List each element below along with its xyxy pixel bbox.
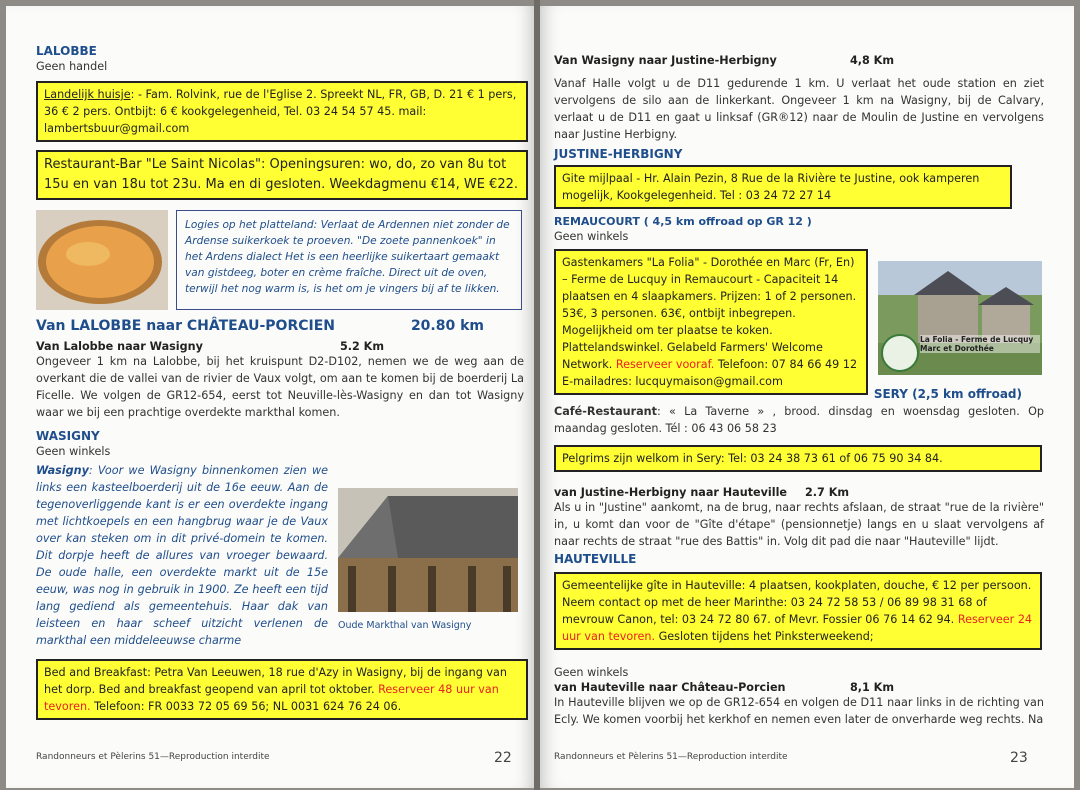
route-distance: 20.80 km bbox=[410, 318, 484, 334]
huisje-label: Landelijk huisje bbox=[44, 88, 131, 101]
box-gite-mijlpaal bbox=[554, 165, 1012, 209]
folia-text: Gastenkamers "La Folia" - Dorothée en Marc (Fr, En) – Ferme de Lucquy in Remaucourt - Capaciteit 14 plaatsen en 4 slaapkamers. Prijzen: 1 of 2 personen. 53€, 3 personen. 63€, ontbijt inbegrepen. Mogelijkheid om ter plaatse te koken. Plattelandswinkel. Gelabeld Farmers' Welcome Network. bbox=[562, 256, 857, 371]
logies-text: Logies op het platteland: Verlaat de Ardennen niet zonder de Ardense suikerkoek te proeven. "De zoete pannenkoek" in het Ardens dialect Het is een heerlijke suikertaart gemaakt van gistdeeg, boter en crème fraîche. Direct uit de oven, terwijl het nog warm is, is het om je vingers bij af te likken. bbox=[185, 219, 510, 295]
leg4-title: van Hauteville naar Château-Porcien bbox=[554, 681, 786, 694]
leg4-distance: 8,1 Km bbox=[849, 681, 894, 694]
wasigny-text: : Voor we Wasigny binnenkomen zien we links een kasteelboerderij uit de 16e eeuw. Aan de tegenoverliggende kant is er een overdekte ingang met lichtkoepels en een hangbrug waar je de Vaux over kan steken om in dit privé-domein te komen. Dit dorpje heeft de allures van vroeger bewaard. De oude halle, een overdekte markt uit de 15e eeuw, was nog in gebruik in 1900. Ze heeft een tijd lang gediend als gemeentehuis. Haar dak van leisteen en haar scheef uitzicht verlenen de markthal een middeleeuwse charme bbox=[36, 464, 328, 647]
box-restaurant bbox=[36, 150, 528, 200]
cafe-label: Café-Restaurant bbox=[554, 405, 657, 418]
leg3-header bbox=[554, 486, 1044, 499]
leg1-distance: 5.2 Km bbox=[339, 340, 384, 353]
markthal-figure bbox=[338, 462, 518, 649]
bnb-reserve: Reserveer 48 uur van tevoren. bbox=[44, 683, 499, 713]
wasigny-description bbox=[36, 462, 328, 649]
leg3-text: Als u in "Justine" aankomt, na de brug, naar rechts afslaan, de straat "rue de la rivière" in, u komt dan voor de "Gîte d'étape" (pensionnetje) langs en u slaat vervolgens af naar rechts de straat "rue des Battis" in. Volg dit pad die naar "Hauteville" lijdt. bbox=[554, 501, 1044, 548]
leg4-text: In Hauteville blijven we op de GR12-654 en volgen de D11 naar links in de richting van Ecly. We komen voorbij het kerkhof en nemen even later de onverharde weg rechts. Na bbox=[554, 696, 1044, 726]
leg1-title: Van Lalobbe naar Wasigny bbox=[36, 340, 203, 353]
pelgrims-label: Pelgrims zijn welkom bbox=[562, 452, 680, 465]
section-jh-title: JUSTINE-HERBIGNY bbox=[554, 147, 683, 161]
wasigny-lead: Wasigny bbox=[36, 464, 89, 477]
right-page bbox=[540, 6, 1074, 788]
gemeente-text: in Hauteville: 4 plaatsen, kookplaten, douche, € 12 per persoon. Neem contact op met de heer Marinthe: 03 24 72 58 53 / 06 89 98 31 68 of mevrouw Canon, tel: 03 24 72 80 67. of Mevr. Fossier 06 76 14 62 94. bbox=[562, 579, 1032, 626]
suikerkoek-photo bbox=[36, 210, 168, 310]
hauteville-geen-winkels: Geen winkels bbox=[554, 666, 629, 679]
markthal-caption: Oude Markthal van Wasigny bbox=[338, 620, 472, 631]
leg1-text: Ongeveer 1 km na Lalobbe, bij het kruispunt D2-D102, nemen we de weg aan de overkant die de vallei van de rivier de Vaux volgt, om aan te komen bij de boerderij La Ficelle. We volgen de GR12-654, eerst tot Neuville-lès-Wasigny en dan tot Wasigny waar we bij een prachtige overdekte markthal komen. bbox=[36, 355, 524, 419]
lalobbe-sub: Geen handel bbox=[36, 60, 108, 73]
cafe-text: : « La Taverne » , brood. dinsdag en woensdag gesloten. Op maandag gesloten. Tél : 06 43 06 58 23 bbox=[554, 405, 1044, 435]
logies-row bbox=[36, 210, 524, 310]
box-bnb bbox=[36, 659, 528, 720]
leg1-header bbox=[36, 340, 524, 353]
gite-label: Gite mijlpaal bbox=[562, 172, 633, 185]
bnb-text: : Petra Van Leeuwen, 18 rue d'Azy in Wasigny, bij de ingang van het dorp. Bed and breakfast geopend van april tot oktober. bbox=[44, 666, 507, 696]
cafe-restaurant bbox=[554, 403, 1044, 437]
section-lalobbe-title: LALOBBE bbox=[36, 44, 97, 58]
left-page-number: 22 bbox=[494, 750, 512, 766]
pelgrims-text: in Sery: Tel: 03 24 38 73 61 of 06 75 90 34 84. bbox=[679, 452, 943, 465]
restaurant-text: Restaurant-Bar "Le Saint Nicolas": Openingsuren: wo, do, zo van 8u tot 15u en van 18u tot 23u. Ma en di gesloten. Weekdagmenu €14, WE €22. bbox=[44, 157, 519, 192]
box-la-folia bbox=[554, 249, 868, 395]
leg3-title: van Justine-Herbigny naar Hauteville bbox=[554, 486, 788, 499]
route-title: Van LALOBBE naar CHÂTEAU-PORCIEN bbox=[36, 318, 335, 334]
leg2-text: Vanaf Halle volgt u de D11 gedurende 1 km. U verlaat het oude station en ziet vervolgens de silo aan de linkerkant. Ongeveer 1 km na Wasigny, bij de Calvary, verlaat u de D11 en gaat u linksaf (GR®12) naar de Moulin de Justine en vervolgens naar Justine Herbigny. bbox=[554, 77, 1044, 141]
leg4-header bbox=[554, 681, 1044, 694]
folia-house-image bbox=[878, 261, 1042, 375]
left-page bbox=[6, 6, 534, 788]
section-wasigny-title: WASIGNY bbox=[36, 429, 100, 443]
section-sery-title: SERY (2,5 km offroad) bbox=[873, 387, 1022, 401]
bnb-text2: Telefoon: FR 0033 72 05 69 56; NL 0031 624 76 24 06. bbox=[90, 700, 402, 713]
wasigny-sub: Geen winkels bbox=[36, 445, 111, 458]
route-header bbox=[36, 318, 524, 334]
gemeente-reserve: Reserveer 24 uur van tevoren. bbox=[562, 613, 1033, 643]
logies-box bbox=[176, 210, 522, 310]
box-pelgrims bbox=[554, 445, 1042, 472]
folia-reserve: Reserveer vooraf. bbox=[615, 358, 715, 371]
leg2-header bbox=[554, 54, 1044, 67]
folia-photo bbox=[878, 261, 1042, 375]
left-footer: Randonneurs et Pèlerins 51—Reproduction interdite bbox=[36, 752, 270, 762]
folia-row bbox=[554, 249, 1044, 395]
section-hauteville-title: HAUTEVILLE bbox=[554, 552, 637, 566]
remaucourt-sub: Geen winkels bbox=[554, 230, 629, 243]
gemeente-label: Gemeentelijke gîte bbox=[562, 579, 668, 592]
leg2-distance: 4,8 Km bbox=[849, 54, 894, 67]
box-gemeentelijke-gite bbox=[554, 572, 1042, 650]
right-footer: Randonneurs et Pèlerins 51—Reproduction interdite bbox=[554, 752, 788, 762]
bnb-label: Bed and Breakfast bbox=[44, 666, 148, 679]
box-landelijk-huisje bbox=[36, 81, 528, 142]
wasigny-row bbox=[36, 462, 524, 649]
gemeente-text2: Gesloten tijdens het Pinksterweekend; bbox=[655, 630, 874, 643]
leg3-distance: 2.7 Km bbox=[805, 486, 850, 499]
section-remaucourt-title: REMAUCOURT ( 4,5 km offroad op GR 12 ) bbox=[554, 215, 812, 228]
huisje-text: : - Fam. Rolvink, rue de l'Eglise 2. Spreekt NL, FR, GB, D. 21 € 1 pers, 36 € 2 pers. Ontbijt: 6 € kookgelegenheid, Tel. 03 24 54 57 45. mail: lambertsbuur@gmail.com bbox=[44, 88, 517, 135]
gite-text: - Hr. Alain Pezin, 8 Rue de la Rivière te Justine, ook kamperen mogelijk, Kookgelegenheid. Tel : 03 24 72 27 14 bbox=[562, 172, 980, 202]
folia-photo-caption: La Folia - Ferme de Lucquy Marc et Dorothée bbox=[920, 335, 1040, 353]
markthal-photo bbox=[338, 488, 518, 612]
leg2-title: Van Wasigny naar Justine-Herbigny bbox=[554, 54, 777, 67]
right-page-number: 23 bbox=[1010, 750, 1028, 766]
folia-text2: Telefoon: 07 84 66 49 12 E-mailadres: lucquymaison@gmail.com bbox=[562, 358, 858, 388]
